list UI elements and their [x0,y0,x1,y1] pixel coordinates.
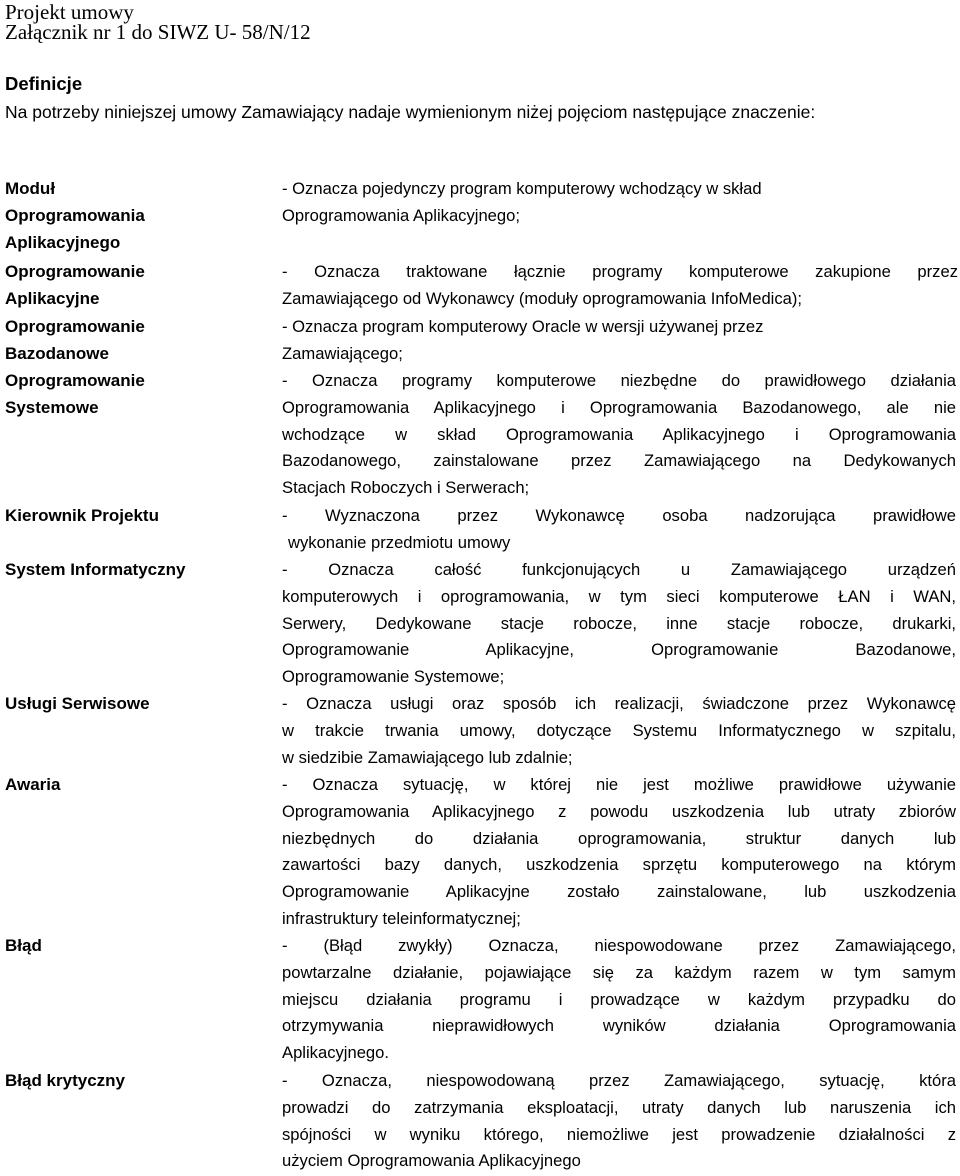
definition-line: miejscu działania programu i prowadzące w każdym przypadku do [282,989,956,1009]
term-line: Oprogramowanie [5,317,145,336]
term-line: Aplikacyjnego [5,232,121,252]
document-header [5,2,311,42]
definition-line: - Oznacza pojedynczy program komputerowy wchodzący w skład [282,179,762,198]
section-intro: Na potrzeby niniejszej umowy Zamawiający nadaje wymienionym niżej pojęciom następujące znaczenie: [5,102,816,122]
definition-line: Serwery, Dedykowane stacje robocze, inne stacje robocze, drukarki, [282,613,956,633]
term-modul [5,176,145,256]
definition-line: Aplikacyjnego. [282,1043,390,1063]
definition-line: Zamawiającego; [282,343,403,363]
definition-line: Zamawiającego od Wykonawcy (moduły oprogramowania InfoMedica); [282,288,803,308]
header-project-label: Projekt umowy [5,0,134,24]
term-line: Oprogramowania [5,205,145,225]
definition-line: zawartości bazy danych, uszkodzenia sprzętu komputerowego na którym [282,855,956,875]
definition-blad-krytyczny [282,1068,956,1175]
term-awaria [5,772,60,799]
definition-line: niezbędnych do działania oprogramowania, struktur danych lub [282,828,956,848]
definition-oprogramowanie-systemowe [282,368,956,502]
definition-line: - Oznacza usługi oraz sposób ich realizacji, świadczone przez Wykonawcę [282,694,956,713]
definition-line: powtarzalne działanie, pojawiające się za każdym razem w tym samym [282,962,956,982]
definition-line: Oprogramowania Aplikacyjnego; [282,205,520,225]
term-line: Systemowe [5,397,99,417]
term-line: System Informatyczny [5,560,186,579]
term-blad-krytyczny [5,1068,125,1095]
term-line: Awaria [5,775,61,794]
definition-line: wchodzące w skład Oprogramowania Aplikacyjnego i Oprogramowania [282,424,956,444]
definition-oprogramowanie-bazodanowe [282,314,958,368]
definition-line: Oprogramowanie Aplikacyjne zostało zainstalowane, lub uszkodzenia [282,882,956,902]
definition-modul [282,176,952,230]
definition-line: - (Błąd zwykły) Oznacza, niespowodowane przez Zamawiającego, [282,936,956,955]
definition-line: Bazodanowego, zainstalowane przez Zamawiającego na Dedykowanych [282,451,956,471]
definition-line: Oprogramowanie Systemowe; [282,667,505,687]
definition-line: - Oznacza całość funkcjonujących u Zamawiającego urządzeń [282,560,956,579]
term-line: Usługi Serwisowe [5,694,150,713]
term-line: Oprogramowanie [5,371,145,390]
definition-line: - Oznacza traktowane łącznie programy komputerowe zakupione przez [282,262,958,281]
term-kierownik-projektu [5,503,159,530]
definition-line: użyciem Oprogramowania Aplikacyjnego [282,1151,581,1171]
term-oprogramowanie-systemowe [5,368,145,422]
definition-line: - Wyznaczona przez Wykonawcę osoba nadzorująca prawidłowe [282,506,956,525]
term-uslugi-serwisowe [5,691,150,718]
definition-line: Oprogramowania Aplikacyjnego z powodu uszkodzenia lub utraty zbiorów [282,801,956,821]
definition-line: w siedzibie Zamawiającego lub zdalnie; [282,747,573,767]
term-line: Błąd krytyczny [5,1071,125,1090]
definition-line: - Oznacza programy komputerowe niezbędne do prawidłowego działania [282,371,956,390]
term-system-informatyczny [5,557,185,584]
definition-line: Oprogramowania Aplikacyjnego i Oprogramowania Bazodanowego, ale nie [282,397,956,417]
header-attachment-ref: Załącznik nr 1 do SIWZ U- 58/N/12 [5,20,311,44]
definition-line: prowadzi do zatrzymania eksploatacji, utraty danych lub naruszenia ich [282,1097,956,1117]
definition-system-informatyczny [282,557,956,691]
term-line: Aplikacyjne [5,288,100,308]
definition-line: wykonanie przedmiotu umowy [288,532,511,552]
definition-line: infrastruktury teleinformatycznej; [282,908,521,928]
term-line: Kierownik Projektu [5,506,159,525]
definition-line: - Oznacza sytuację, w której nie jest możliwe prawidłowe używanie [282,775,956,794]
definition-oprogramowanie-aplikacyjne [282,259,958,313]
term-line: Oprogramowanie [5,262,145,281]
definition-line: - Oznacza, niespowodowaną przez Zamawiającego, sytuację, która [282,1071,956,1090]
definition-uslugi-serwisowe [282,691,956,771]
term-line: Moduł [5,179,56,198]
term-blad [5,933,42,960]
definition-line: Stacjach Roboczych i Serwerach; [282,478,530,498]
definition-line: Oprogramowanie Aplikacyjne, Oprogramowanie Bazodanowe, [282,640,956,660]
definition-line: spójności w wyniku którego, niemożliwe jest prowadzenie działalności z [282,1124,956,1144]
definition-line: komputerowych i oprogramowania, w tym sieci komputerowe ŁAN i WAN, [282,586,956,606]
term-line: Błąd [5,936,42,955]
term-oprogramowanie-bazodanowe [5,314,145,368]
definition-awaria [282,772,956,933]
definition-line: - Oznacza program komputerowy Oracle w wersji używanej przez [282,317,764,336]
definition-blad [282,933,956,1067]
section-title: Definicje [5,73,83,94]
term-line: Bazodanowe [5,343,109,363]
definition-line: w trakcie trwania umowy, dotyczące Systemu Informatycznego w szpitalu, [282,720,956,740]
definition-line: otrzymywania nieprawidłowych wyników działania Oprogramowania [282,1016,956,1036]
term-oprogramowanie-aplikacyjne [5,259,145,313]
definition-kierownik-projektu [282,503,956,557]
